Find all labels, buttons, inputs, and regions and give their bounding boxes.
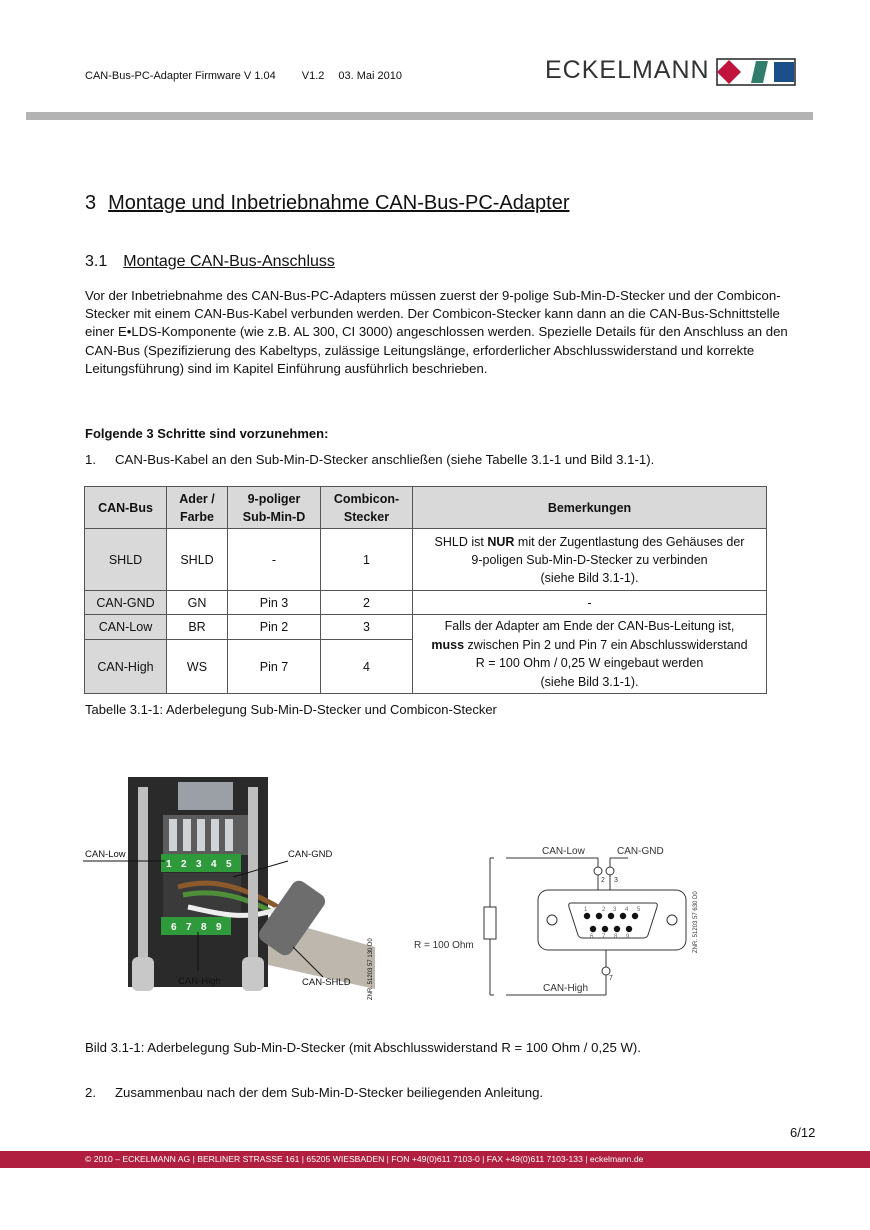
header-title: [85, 70, 428, 82]
cell-color: GN: [167, 591, 228, 615]
schem-pin-4: 4: [625, 907, 629, 913]
footer-text: © 2010 – ECKELMANN AG | BERLINER STRASSE 161 | 65205 WIESBADEN | FON +49(0)611 7103-0 | FAX +49(0)611 7103-133 | eckelmann.de: [85, 1154, 644, 1164]
company-logo-icon: [716, 58, 796, 86]
table-row: [85, 591, 767, 615]
terminal-4: 4: [211, 859, 217, 870]
pin-assignment-table: [84, 486, 767, 694]
schem-pin-6: 6: [590, 934, 594, 940]
step-2-number: 2.: [85, 1085, 96, 1100]
photo-label-can-shld: CAN-SHLD: [302, 977, 351, 988]
photo-label-can-gnd: CAN-GND: [288, 849, 333, 860]
terminal-3: 3: [196, 859, 202, 870]
subsection-title: Montage CAN-Bus-Anschluss: [123, 253, 335, 270]
schem-resistor-label: R = 100 Ohm: [414, 940, 474, 951]
subsection-heading: [85, 253, 335, 271]
cell-combicon: 3: [321, 615, 413, 640]
cell-remark-termination: Falls der Adapter am Ende der CAN-Bus-Leitung ist, muss zwischen Pin 2 und Pin 7 ein Abschlusswiderstand R = 100 Ohm / 0,25 W eingebaut werden (siehe Bild 3.1-1).: [413, 615, 767, 694]
schem-znr: ZNR. 51203 57 630 D0: [693, 891, 699, 953]
schem-pin-label-2: 2: [601, 877, 605, 884]
header-divider: [26, 112, 813, 120]
cell-bus: CAN-Low: [85, 615, 167, 640]
cell-pin: -: [228, 529, 321, 591]
photo-label-can-high: CAN-High: [178, 976, 221, 987]
terminal-1: 1: [166, 859, 172, 870]
terminal-8: 8: [201, 922, 207, 933]
schem-pin-9: 9: [626, 934, 630, 940]
page-number: 6/12: [790, 1125, 816, 1140]
step-1: [85, 452, 654, 467]
schem-pin-label-3: 3: [614, 877, 618, 884]
cell-color: WS: [167, 640, 228, 694]
schem-label-can-high: CAN-High: [543, 983, 589, 994]
table-caption: Tabelle 3.1-1: Aderbelegung Sub-Min-D-Stecker und Combicon-Stecker: [85, 702, 497, 717]
connector-photo: [83, 757, 375, 1003]
subsection-number: 3.1: [85, 253, 108, 270]
schem-pin-label-7: 7: [609, 975, 613, 982]
doc-date: 03. Mai 2010: [338, 70, 402, 82]
terminal-6: 6: [171, 922, 177, 933]
table-row: [85, 615, 767, 640]
cell-bus: CAN-High: [85, 640, 167, 694]
schem-label-can-gnd: CAN-GND: [617, 846, 664, 857]
schem-pin-3: 3: [613, 907, 617, 913]
step-1-number: 1.: [85, 452, 96, 467]
table-header-row: [85, 487, 767, 529]
terminal-7: 7: [186, 922, 192, 933]
step-2-text: Zusammenbau nach der dem Sub-Min-D-Stecker beiliegenden Anleitung.: [115, 1085, 544, 1100]
cell-bus: SHLD: [85, 529, 167, 591]
cell-pin: Pin 3: [228, 591, 321, 615]
photo-label-can-low: CAN-Low: [85, 849, 126, 860]
doc-title: CAN-Bus-PC-Adapter Firmware V 1.04: [85, 70, 276, 82]
schem-pin-5: 5: [637, 907, 641, 913]
figure-caption: Bild 3.1-1: Aderbelegung Sub-Min-D-Stecker (mit Abschlusswiderstand R = 100 Ohm / 0,25 W).: [85, 1040, 641, 1055]
header-ader: Ader / Farbe: [167, 487, 228, 529]
header-sub-min-d: 9-poliger Sub-Min-D: [228, 487, 321, 529]
cell-pin: Pin 7: [228, 640, 321, 694]
cell-bus: CAN-GND: [85, 591, 167, 615]
header-remarks: Bemerkungen: [413, 487, 767, 529]
schem-pin-2: 2: [602, 907, 606, 913]
terminal-9: 9: [216, 922, 222, 933]
cell-combicon: 2: [321, 591, 413, 615]
terminal-5: 5: [226, 859, 232, 870]
schem-label-can-low: CAN-Low: [542, 846, 585, 857]
sub-min-d-schematic: [410, 830, 700, 1005]
steps-title: Folgende 3 Schritte sind vorzunehmen:: [85, 426, 329, 441]
intro-paragraph: Vor der Inbetriebnahme des CAN-Bus-PC-Adapters müssen zuerst der 9-polige Sub-Min-D-Stecker und der Combicon-Stecker mit einem CAN-Bus-Kabel verbunden werden. Der Combicon-Stecker kann dann an die CAN-Bus-Schnittstelle einer E•LDS-Komponente (wie z.B. AL 300, CI 3000) angeschlossen werden. Spezielle Details für den Anschluss an den CAN-Bus (Spezifizierung des Kabeltyps, zulässige Leitungslänge, erforderlicher Abschlusswiderstand und korrekte Leitungsführung) sind im Kapitel Einführung ausführlich beschrieben.: [85, 288, 788, 376]
cell-combicon: 4: [321, 640, 413, 694]
footer-bar: [0, 1151, 870, 1168]
header-can-bus: CAN-Bus: [85, 487, 167, 529]
terminal-2: 2: [181, 859, 187, 870]
schem-pin-7: 7: [602, 934, 606, 940]
cell-remark-gnd: -: [413, 591, 767, 615]
schem-pin-8: 8: [614, 934, 618, 940]
section-heading: [85, 192, 569, 215]
company-logo-text: ECKELMANN: [545, 56, 710, 84]
cell-combicon: 1: [321, 529, 413, 591]
cell-remark-shld: SHLD ist NUR mit der Zugentlastung des Gehäuses der 9-poligen Sub-Min-D-Stecker zu verbinden (siehe Bild 3.1-1).: [413, 529, 767, 591]
photo-znr: ZNR. 51203 57 130 D0: [368, 938, 374, 1000]
cell-color: SHLD: [167, 529, 228, 591]
header-combicon: Combicon- Stecker: [321, 487, 413, 529]
doc-version: V1.2: [301, 70, 325, 82]
step-2: [85, 1085, 543, 1100]
section-number: 3: [85, 192, 97, 214]
table-row: [85, 529, 767, 591]
cell-color: BR: [167, 615, 228, 640]
section-title: Montage und Inbetriebnahme CAN-Bus-PC-Adapter: [108, 192, 570, 214]
cell-pin: Pin 2: [228, 615, 321, 640]
schem-pin-1: 1: [584, 907, 588, 913]
step-1-text: CAN-Bus-Kabel an den Sub-Min-D-Stecker anschließen (siehe Tabelle 3.1-1 und Bild 3.1-1).: [115, 452, 655, 467]
